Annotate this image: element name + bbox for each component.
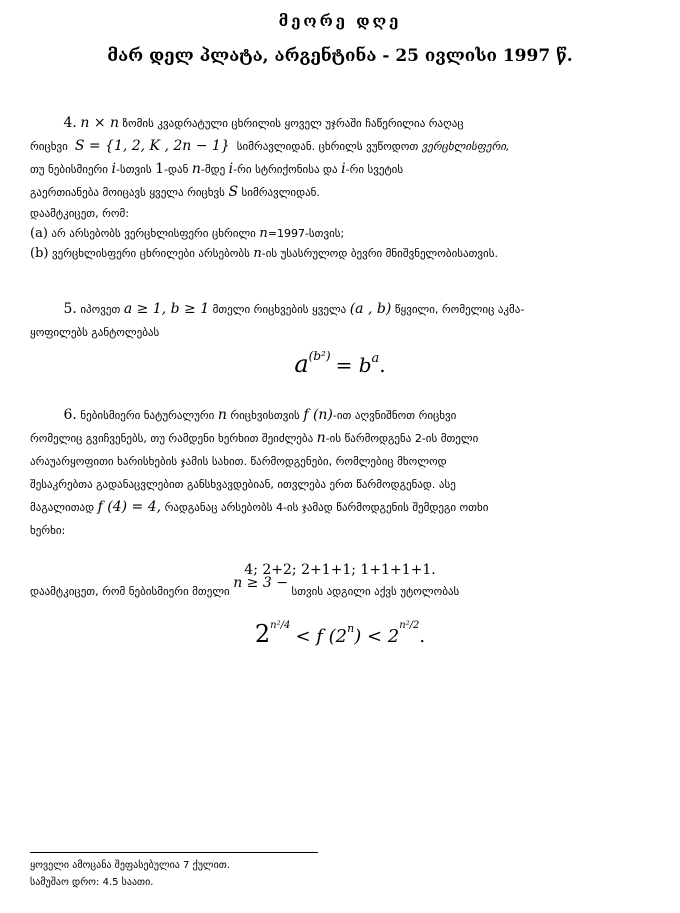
text-fragment: -რი სტრიქონისა და (233, 163, 338, 176)
var-n: n (217, 407, 227, 423)
var-i: i (341, 161, 346, 177)
ineq-middle: < f (2 (295, 626, 348, 647)
problem-5 (30, 298, 644, 344)
text-fragment: წყვილი, რომელიც აკმა- (394, 303, 525, 316)
text-fragment: სიმრავლიდან. ცხრილს ვუწოდოთ (236, 140, 419, 153)
problem-6-line-6: ხერხი: (30, 524, 66, 537)
text-fragment: -რი სვეტის (345, 163, 404, 176)
ineq-period: . (419, 626, 426, 647)
var-i: i (111, 161, 116, 177)
pair-expression: (a , b) (349, 301, 392, 317)
var-i: i (228, 161, 234, 177)
text-fragment: -სთვის (115, 163, 152, 176)
part-b-label: (b) (30, 246, 49, 261)
text-fragment: არ არსებობს ვერცხლისფერი ცხრილი (51, 227, 256, 240)
var-S: S (228, 184, 239, 200)
text-fragment: რომელიც გვიჩვენებს, თუ რამდენი ხერხით შეიძლება (30, 432, 314, 445)
footnote-points: ყოველი ამოცანა შეფასებულია 7 ქულით. (30, 860, 230, 871)
problem-6-line-1 (30, 404, 644, 427)
text-fragment: -ის უსასრულოდ ბევრი მნიშვნელობისათვის. (261, 247, 498, 260)
page-title: მეორე დღე (278, 12, 402, 30)
ineq-middle-exponent: n (347, 621, 355, 635)
page-subtitle: მარ დელ პლატა, არგენტინა - 25 ივლისი 1997 წ. (107, 46, 573, 66)
equation (0, 350, 680, 378)
footnote-time: სამუშაო დრო: 4.5 საათი. (30, 877, 154, 888)
text-fragment: სიმრავლიდან. (241, 186, 320, 199)
inequality (0, 620, 680, 648)
problem-4-part-b (30, 244, 644, 264)
problem-4-line-2 (30, 135, 644, 158)
problem-6-line-3: არაუარყოფითი ხარისხების ჯამის სახით. წარმოდგენები, რომლებიც მხოლოდ (30, 455, 447, 468)
problem-6-number: 6. (63, 407, 77, 423)
problem-4-number: 4. (63, 115, 77, 131)
problem-4-text: ზომის კვადრატული ცხრილის ყოველ უჯრაში ჩაწერილია რაღაც (122, 117, 464, 130)
set-expression: S = {1, 2, K , 2n − 1} (74, 138, 230, 154)
n-condition: n ≥ 3 − (233, 575, 288, 591)
text-fragment: -ის წარმოდგენა 2-ის მთელი (325, 432, 479, 445)
text-fragment: მაგალითად (30, 501, 95, 514)
var-n: n (259, 226, 268, 241)
problem-4-part-a (30, 224, 644, 244)
problem-6-line-5 (30, 496, 644, 519)
problem-5-line-1 (30, 298, 644, 321)
text-fragment: რიცხვი (30, 140, 68, 153)
problem-6-line-4: შესაკრებთა გადანაცვლებით განსხვავდებიან, ითვლება ერთ წარმოდგენად. ასე (30, 478, 456, 491)
text-fragment: რადგანაც არსებობს 4-ის ჯამად წარმოდგენის შემდეგი ოთხი (164, 501, 489, 514)
part-a-label: (a) (30, 226, 48, 241)
number-one: 1 (155, 161, 165, 177)
formula-base: a (294, 350, 309, 378)
var-n: n (316, 430, 326, 446)
term-silver: ვერცხლისფერი, (421, 140, 510, 153)
var-n: n (191, 161, 201, 177)
problem-5-line-2: ყოფილებს განტოლებას (30, 326, 160, 339)
problem-5-number: 5. (63, 301, 77, 317)
formula-period: . (379, 353, 386, 377)
nn-expression: n × n (80, 115, 120, 131)
problem-4-line-4 (30, 181, 644, 204)
ineq-left-base: 2 (254, 620, 271, 648)
text-fragment: -მდე (200, 163, 226, 176)
text-fragment: სთვის ადგილი აქვს უტოლობას (291, 585, 460, 598)
sums-list: 4; 2+2; 2+1+1; 1+1+1+1. (244, 562, 436, 578)
text-fragment: დაამტკიცეთ, რომ ნებისმიერი მთელი (30, 585, 230, 598)
problem-4 (30, 112, 644, 264)
ineq-right: ) < 2 (354, 626, 400, 647)
ineq-right-exponent: n²/2 (399, 619, 420, 631)
example-expression: f (4) = 4, (97, 499, 162, 515)
problem-4-line-1 (30, 112, 644, 135)
problem-6-line-2 (30, 427, 644, 450)
problem-6 (30, 404, 644, 542)
text-fragment: ნებისმიერი ნატურალური (80, 409, 215, 422)
text-fragment: იპოვეთ (80, 303, 121, 316)
function-expression: f (n) (303, 407, 333, 423)
text-fragment: -ით აღვნიშნოთ რიცხვი (332, 409, 457, 422)
text-fragment: -დან (164, 163, 189, 176)
problem-4-prove: დაამტკიცეთ, რომ: (30, 207, 129, 220)
text-fragment: ვერცხლისფერი ცხრილები არსებობს (51, 247, 250, 260)
text-fragment: თუ ნებისმიერი (30, 163, 108, 176)
text-fragment: მთელი რიცხვების ყველა (212, 303, 347, 316)
var-n: n (253, 246, 262, 261)
formula-rhs: = b (335, 353, 372, 377)
text-fragment: რიცხვისთვის (230, 409, 300, 422)
ineq-left-exponent: n²/4 (270, 619, 291, 631)
text-fragment: გაერთიანება მოიცავს ყველა რიცხვს (30, 186, 225, 199)
footnote-divider (30, 852, 318, 853)
formula-exponent: (b²) (308, 348, 331, 363)
problem-6-prove-line (30, 575, 644, 599)
text-fragment: =1997-სთვის; (267, 227, 345, 240)
formula-rhs-exponent: a (371, 350, 380, 366)
condition-expression: a ≥ 1, b ≥ 1 (123, 301, 210, 317)
problem-4-line-3 (30, 158, 644, 181)
